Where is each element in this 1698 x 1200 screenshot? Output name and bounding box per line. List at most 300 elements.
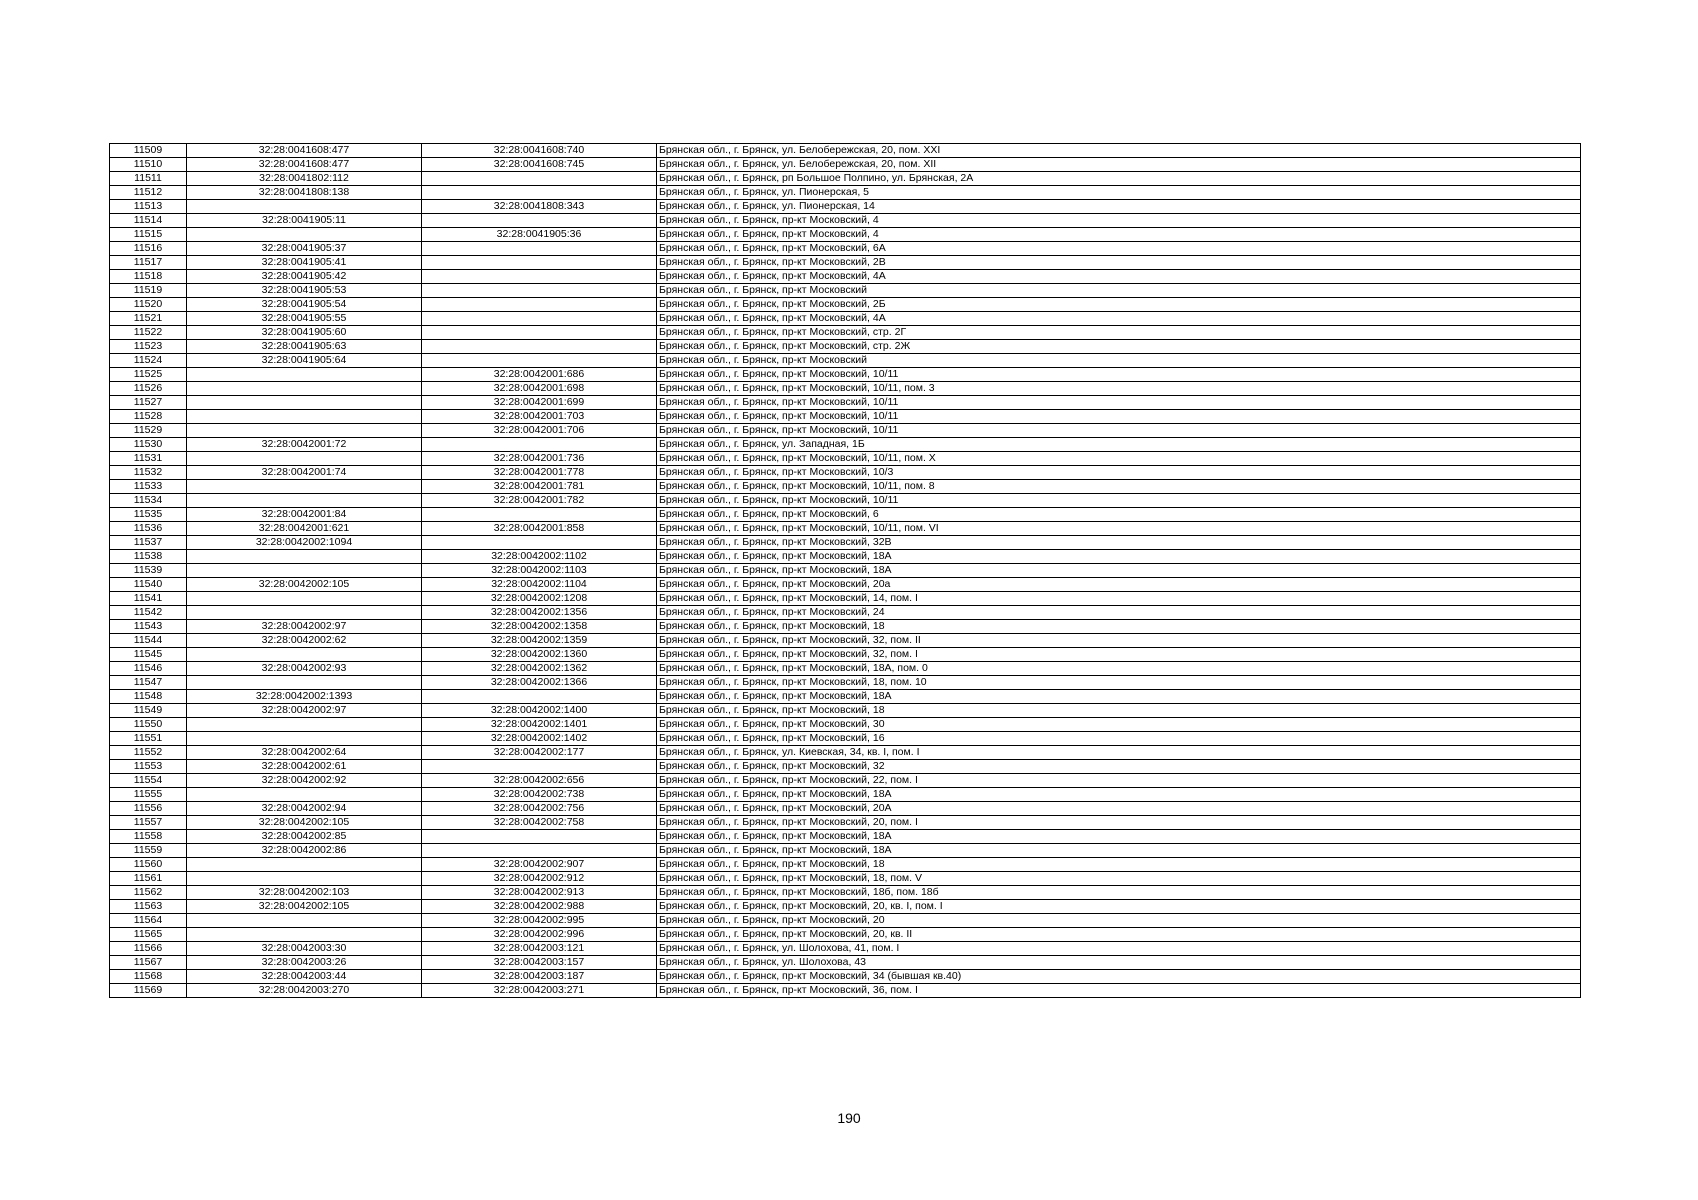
object-cadastral-number-cell: 32:28:0042003:121: [422, 942, 657, 956]
object-cadastral-number-cell: [422, 690, 657, 704]
row-number-cell: 11536: [110, 522, 187, 536]
object-cadastral-number-cell: 32:28:0042002:1208: [422, 592, 657, 606]
object-cadastral-number-cell: 32:28:0042001:699: [422, 396, 657, 410]
object-cadastral-number-cell: 32:28:0042002:1366: [422, 676, 657, 690]
cadastral-number-cell: [187, 788, 422, 802]
row-number-cell: 11549: [110, 704, 187, 718]
object-cadastral-number-cell: 32:28:0042001:706: [422, 424, 657, 438]
cadastral-number-cell: 32:28:0042003:270: [187, 984, 422, 998]
table-row: [110, 550, 1581, 564]
row-number-cell: 11514: [110, 214, 187, 228]
table-row: [110, 536, 1581, 550]
row-number-cell: 11560: [110, 858, 187, 872]
address-cell: Брянская обл., г. Брянск, ул. Шолохова, 43: [657, 956, 1581, 970]
table-row: [110, 214, 1581, 228]
address-cell: Брянская обл., г. Брянск, пр-кт Московский, 32, пом. I: [657, 648, 1581, 662]
table-row: [110, 970, 1581, 984]
table-row: [110, 900, 1581, 914]
address-cell: Брянская обл., г. Брянск, пр-кт Московский, 18: [657, 620, 1581, 634]
row-number-cell: 11543: [110, 620, 187, 634]
cadastral-number-cell: [187, 718, 422, 732]
address-cell: Брянская обл., г. Брянск, пр-кт Московский, 20А: [657, 802, 1581, 816]
table-row: [110, 410, 1581, 424]
cadastral-number-cell: 32:28:0042002:86: [187, 844, 422, 858]
object-cadastral-number-cell: [422, 508, 657, 522]
row-number-cell: 11539: [110, 564, 187, 578]
object-cadastral-number-cell: 32:28:0042002:1402: [422, 732, 657, 746]
address-cell: Брянская обл., г. Брянск, пр-кт Московский: [657, 354, 1581, 368]
cadastral-number-cell: 32:28:0042002:1094: [187, 536, 422, 550]
row-number-cell: 11564: [110, 914, 187, 928]
address-cell: Брянская обл., г. Брянск, пр-кт Московский, 18А: [657, 788, 1581, 802]
object-cadastral-number-cell: 32:28:0042002:1360: [422, 648, 657, 662]
object-cadastral-number-cell: 32:28:0042002:912: [422, 872, 657, 886]
address-cell: Брянская обл., г. Брянск, ул. Белобережская, 20, пом. XII: [657, 158, 1581, 172]
object-cadastral-number-cell: [422, 760, 657, 774]
table-row: [110, 326, 1581, 340]
table-row: [110, 340, 1581, 354]
row-number-cell: 11533: [110, 480, 187, 494]
object-cadastral-number-cell: [422, 242, 657, 256]
table-row: [110, 592, 1581, 606]
table-row: [110, 578, 1581, 592]
cadastral-number-cell: 32:28:0042002:103: [187, 886, 422, 900]
table-row: [110, 368, 1581, 382]
address-cell: Брянская обл., г. Брянск, пр-кт Московский, 24: [657, 606, 1581, 620]
address-cell: Брянская обл., г. Брянск, пр-кт Московский, стр. 2Г: [657, 326, 1581, 340]
object-cadastral-number-cell: 32:28:0042001:858: [422, 522, 657, 536]
address-cell: Брянская обл., г. Брянск, пр-кт Московский, 18б, пом. 18б: [657, 886, 1581, 900]
table-row: [110, 816, 1581, 830]
address-cell: Брянская обл., г. Брянск, пр-кт Московский, 4: [657, 214, 1581, 228]
row-number-cell: 11534: [110, 494, 187, 508]
object-cadastral-number-cell: [422, 284, 657, 298]
row-number-cell: 11562: [110, 886, 187, 900]
row-number-cell: 11529: [110, 424, 187, 438]
address-cell: Брянская обл., г. Брянск, пр-кт Московский, 20, кв. I, пом. I: [657, 900, 1581, 914]
object-cadastral-number-cell: 32:28:0042001:703: [422, 410, 657, 424]
table-row: [110, 704, 1581, 718]
row-number-cell: 11556: [110, 802, 187, 816]
object-cadastral-number-cell: 32:28:0042002:758: [422, 816, 657, 830]
cadastral-number-cell: [187, 480, 422, 494]
row-number-cell: 11530: [110, 438, 187, 452]
table-row: [110, 746, 1581, 760]
cadastral-number-cell: 32:28:0042002:105: [187, 816, 422, 830]
cadastral-number-cell: 32:28:0041608:477: [187, 144, 422, 158]
cadastral-number-cell: [187, 410, 422, 424]
row-number-cell: 11559: [110, 844, 187, 858]
address-cell: Брянская обл., г. Брянск, пр-кт Московский, 30: [657, 718, 1581, 732]
row-number-cell: 11526: [110, 382, 187, 396]
address-cell: Брянская обл., г. Брянск, пр-кт Московский, 6А: [657, 242, 1581, 256]
address-cell: Брянская обл., г. Брянск, ул. Белобережская, 20, пом. XXI: [657, 144, 1581, 158]
table-row: [110, 872, 1581, 886]
address-cell: Брянская обл., г. Брянск, пр-кт Московский, 10/11: [657, 368, 1581, 382]
address-cell: Брянская обл., г. Брянск, пр-кт Московский, 18А: [657, 690, 1581, 704]
table-row: [110, 984, 1581, 998]
address-cell: Брянская обл., г. Брянск, пр-кт Московский, 10/11, пом. VI: [657, 522, 1581, 536]
row-number-cell: 11516: [110, 242, 187, 256]
table-row: [110, 200, 1581, 214]
table-row: [110, 270, 1581, 284]
row-number-cell: 11510: [110, 158, 187, 172]
address-cell: Брянская обл., г. Брянск, пр-кт Московский, 18: [657, 858, 1581, 872]
object-cadastral-number-cell: [422, 172, 657, 186]
cadastral-number-cell: 32:28:0042002:97: [187, 704, 422, 718]
row-number-cell: 11531: [110, 452, 187, 466]
address-cell: Брянская обл., г. Брянск, пр-кт Московский, 4: [657, 228, 1581, 242]
cadastral-number-cell: [187, 648, 422, 662]
address-cell: Брянская обл., г. Брянск, пр-кт Московский, 4А: [657, 312, 1581, 326]
table-row: [110, 242, 1581, 256]
row-number-cell: 11561: [110, 872, 187, 886]
table-row: [110, 690, 1581, 704]
page-number: 190: [837, 1110, 861, 1126]
address-cell: Брянская обл., г. Брянск, ул. Пионерская, 5: [657, 186, 1581, 200]
object-cadastral-number-cell: 32:28:0042002:1362: [422, 662, 657, 676]
object-cadastral-number-cell: 32:28:0042002:995: [422, 914, 657, 928]
cadastral-number-cell: [187, 452, 422, 466]
object-cadastral-number-cell: [422, 214, 657, 228]
cadastral-number-cell: [187, 732, 422, 746]
cadastral-number-cell: [187, 872, 422, 886]
table-row: [110, 424, 1581, 438]
cadastral-number-cell: 32:28:0041905:53: [187, 284, 422, 298]
address-cell: Брянская обл., г. Брянск, пр-кт Московский, 10/11, пом. 8: [657, 480, 1581, 494]
table-row: [110, 172, 1581, 186]
address-cell: Брянская обл., г. Брянск, пр-кт Московский, 36, пом. I: [657, 984, 1581, 998]
cadastral-number-cell: 32:28:0041905:63: [187, 340, 422, 354]
cadastral-number-cell: 32:28:0042002:61: [187, 760, 422, 774]
address-cell: Брянская обл., г. Брянск, пр-кт Московский, 32, пом. II: [657, 634, 1581, 648]
row-number-cell: 11547: [110, 676, 187, 690]
object-cadastral-number-cell: 32:28:0042001:778: [422, 466, 657, 480]
table-row: [110, 732, 1581, 746]
cadastral-number-cell: [187, 368, 422, 382]
address-cell: Брянская обл., г. Брянск, пр-кт Московский, 22, пом. I: [657, 774, 1581, 788]
row-number-cell: 11566: [110, 942, 187, 956]
table-row: [110, 354, 1581, 368]
object-cadastral-number-cell: 32:28:0042002:177: [422, 746, 657, 760]
table-row: [110, 942, 1581, 956]
address-cell: Брянская обл., г. Брянск, пр-кт Московский, 2В: [657, 256, 1581, 270]
table-row: [110, 480, 1581, 494]
table-body: [110, 144, 1581, 998]
cadastral-number-cell: 32:28:0042002:64: [187, 746, 422, 760]
object-cadastral-number-cell: 32:28:0042002:1359: [422, 634, 657, 648]
table-row: [110, 522, 1581, 536]
object-cadastral-number-cell: [422, 536, 657, 550]
address-cell: Брянская обл., г. Брянск, пр-кт Московский, 20, пом. I: [657, 816, 1581, 830]
table-row: [110, 858, 1581, 872]
row-number-cell: 11513: [110, 200, 187, 214]
table-row: [110, 676, 1581, 690]
address-cell: Брянская обл., г. Брянск, пр-кт Московский, 20а: [657, 578, 1581, 592]
row-number-cell: 11538: [110, 550, 187, 564]
row-number-cell: 11565: [110, 928, 187, 942]
cadastral-number-cell: 32:28:0041905:64: [187, 354, 422, 368]
address-cell: Брянская обл., г. Брянск, ул. Шолохова, 41, пом. I: [657, 942, 1581, 956]
cadastral-number-cell: 32:28:0042002:92: [187, 774, 422, 788]
address-cell: Брянская обл., г. Брянск, пр-кт Московский, 10/11: [657, 494, 1581, 508]
row-number-cell: 11567: [110, 956, 187, 970]
table-row: [110, 774, 1581, 788]
address-cell: Брянская обл., г. Брянск, пр-кт Московский, 10/11, пом. X: [657, 452, 1581, 466]
row-number-cell: 11522: [110, 326, 187, 340]
row-number-cell: 11532: [110, 466, 187, 480]
cadastral-number-cell: [187, 914, 422, 928]
cadastral-number-cell: 32:28:0041905:11: [187, 214, 422, 228]
row-number-cell: 11519: [110, 284, 187, 298]
table-row: [110, 802, 1581, 816]
object-cadastral-number-cell: 32:28:0042002:1358: [422, 620, 657, 634]
address-cell: Брянская обл., г. Брянск, пр-кт Московский, 18, пом. 10: [657, 676, 1581, 690]
address-cell: Брянская обл., г. Брянск, пр-кт Московский, 20: [657, 914, 1581, 928]
object-cadastral-number-cell: 32:28:0042002:996: [422, 928, 657, 942]
object-cadastral-number-cell: 32:28:0041808:343: [422, 200, 657, 214]
table-row: [110, 438, 1581, 452]
table-row: [110, 396, 1581, 410]
row-number-cell: 11551: [110, 732, 187, 746]
cadastral-number-cell: 32:28:0042002:105: [187, 578, 422, 592]
object-cadastral-number-cell: 32:28:0042001:686: [422, 368, 657, 382]
row-number-cell: 11568: [110, 970, 187, 984]
address-cell: Брянская обл., г. Брянск, пр-кт Московский, 10/11: [657, 396, 1581, 410]
address-cell: Брянская обл., г. Брянск, пр-кт Московский, 18, пом. V: [657, 872, 1581, 886]
cadastral-number-cell: 32:28:0042002:85: [187, 830, 422, 844]
row-number-cell: 11518: [110, 270, 187, 284]
cadastral-number-cell: [187, 550, 422, 564]
object-cadastral-number-cell: 32:28:0042001:782: [422, 494, 657, 508]
row-number-cell: 11537: [110, 536, 187, 550]
cadastral-number-cell: 32:28:0041905:60: [187, 326, 422, 340]
cadastral-number-cell: [187, 606, 422, 620]
cadastral-number-cell: [187, 676, 422, 690]
object-cadastral-number-cell: 32:28:0042002:1401: [422, 718, 657, 732]
object-cadastral-number-cell: 32:28:0042001:781: [422, 480, 657, 494]
row-number-cell: 11520: [110, 298, 187, 312]
address-cell: Брянская обл., г. Брянск, пр-кт Московский, 18А: [657, 564, 1581, 578]
table-row: [110, 760, 1581, 774]
object-cadastral-number-cell: [422, 340, 657, 354]
cadastral-number-cell: 32:28:0042003:30: [187, 942, 422, 956]
object-cadastral-number-cell: 32:28:0042001:698: [422, 382, 657, 396]
table-row: [110, 158, 1581, 172]
address-cell: Брянская обл., г. Брянск, пр-кт Московский, 10/11, пом. 3: [657, 382, 1581, 396]
cadastral-number-cell: 32:28:0041905:37: [187, 242, 422, 256]
cadastral-number-cell: [187, 228, 422, 242]
object-cadastral-number-cell: 32:28:0042002:656: [422, 774, 657, 788]
cadastral-number-cell: 32:28:0042003:26: [187, 956, 422, 970]
address-cell: Брянская обл., г. Брянск, пр-кт Московский, стр. 2Ж: [657, 340, 1581, 354]
table-row: [110, 452, 1581, 466]
table-row: [110, 298, 1581, 312]
row-number-cell: 11540: [110, 578, 187, 592]
object-cadastral-number-cell: [422, 270, 657, 284]
object-cadastral-number-cell: 32:28:0041905:36: [422, 228, 657, 242]
address-cell: Брянская обл., г. Брянск, пр-кт Московский, 6: [657, 508, 1581, 522]
address-cell: Брянская обл., г. Брянск, пр-кт Московский, 16: [657, 732, 1581, 746]
table-row: [110, 648, 1581, 662]
table-row: [110, 718, 1581, 732]
object-cadastral-number-cell: [422, 354, 657, 368]
cadastral-number-cell: 32:28:0042002:1393: [187, 690, 422, 704]
object-cadastral-number-cell: [422, 830, 657, 844]
object-cadastral-number-cell: 32:28:0042002:1104: [422, 578, 657, 592]
address-cell: Брянская обл., г. Брянск, пр-кт Московский, 18: [657, 704, 1581, 718]
address-cell: Брянская обл., г. Брянск, пр-кт Московский: [657, 284, 1581, 298]
object-cadastral-number-cell: 32:28:0042002:913: [422, 886, 657, 900]
cadastral-number-cell: [187, 200, 422, 214]
cadastral-number-cell: 32:28:0041905:42: [187, 270, 422, 284]
address-cell: Брянская обл., г. Брянск, пр-кт Московский, 14, пом. I: [657, 592, 1581, 606]
row-number-cell: 11553: [110, 760, 187, 774]
address-cell: Брянская обл., г. Брянск, пр-кт Московский, 18А: [657, 550, 1581, 564]
table-row: [110, 144, 1581, 158]
cadastral-number-cell: 32:28:0041608:477: [187, 158, 422, 172]
table-row: [110, 620, 1581, 634]
table-row: [110, 956, 1581, 970]
cadastral-number-cell: 32:28:0041802:112: [187, 172, 422, 186]
row-number-cell: 11555: [110, 788, 187, 802]
row-number-cell: 11524: [110, 354, 187, 368]
row-number-cell: 11528: [110, 410, 187, 424]
row-number-cell: 11515: [110, 228, 187, 242]
table-row: [110, 564, 1581, 578]
object-cadastral-number-cell: 32:28:0042002:756: [422, 802, 657, 816]
cadastral-number-cell: 32:28:0042002:97: [187, 620, 422, 634]
object-cadastral-number-cell: 32:28:0042002:1356: [422, 606, 657, 620]
address-cell: Брянская обл., г. Брянск, пр-кт Московский, 32В: [657, 536, 1581, 550]
address-cell: Брянская обл., г. Брянск, пр-кт Московский, 18А: [657, 830, 1581, 844]
object-cadastral-number-cell: 32:28:0042002:988: [422, 900, 657, 914]
object-cadastral-number-cell: [422, 298, 657, 312]
object-cadastral-number-cell: [422, 186, 657, 200]
cadastral-number-cell: [187, 592, 422, 606]
object-cadastral-number-cell: [422, 312, 657, 326]
row-number-cell: 11542: [110, 606, 187, 620]
table-row: [110, 830, 1581, 844]
object-cadastral-number-cell: 32:28:0042002:907: [422, 858, 657, 872]
table-row: [110, 494, 1581, 508]
row-number-cell: 11525: [110, 368, 187, 382]
row-number-cell: 11527: [110, 396, 187, 410]
table-row: [110, 228, 1581, 242]
table-row: [110, 508, 1581, 522]
registry-table: [109, 143, 1581, 998]
table-row: [110, 634, 1581, 648]
address-cell: Брянская обл., г. Брянск, ул. Пионерская, 14: [657, 200, 1581, 214]
address-cell: Брянская обл., г. Брянск, рп Большое Полпино, ул. Брянская, 2А: [657, 172, 1581, 186]
row-number-cell: 11563: [110, 900, 187, 914]
row-number-cell: 11544: [110, 634, 187, 648]
object-cadastral-number-cell: [422, 844, 657, 858]
table-row: [110, 312, 1581, 326]
cadastral-number-cell: 32:28:0042002:105: [187, 900, 422, 914]
cadastral-number-cell: 32:28:0042002:93: [187, 662, 422, 676]
object-cadastral-number-cell: 32:28:0042003:187: [422, 970, 657, 984]
row-number-cell: 11512: [110, 186, 187, 200]
address-cell: Брянская обл., г. Брянск, пр-кт Московский, 10/11: [657, 424, 1581, 438]
cadastral-number-cell: [187, 928, 422, 942]
row-number-cell: 11523: [110, 340, 187, 354]
cadastral-number-cell: 32:28:0042002:62: [187, 634, 422, 648]
table-row: [110, 844, 1581, 858]
row-number-cell: 11545: [110, 648, 187, 662]
address-cell: Брянская обл., г. Брянск, пр-кт Московский, 10/11: [657, 410, 1581, 424]
address-cell: Брянская обл., г. Брянск, пр-кт Московский, 18А, пом. 0: [657, 662, 1581, 676]
table-row: [110, 606, 1581, 620]
row-number-cell: 11509: [110, 144, 187, 158]
row-number-cell: 11546: [110, 662, 187, 676]
cadastral-number-cell: 32:28:0042001:72: [187, 438, 422, 452]
table-row: [110, 914, 1581, 928]
table-row: [110, 662, 1581, 676]
cadastral-number-cell: 32:28:0042001:74: [187, 466, 422, 480]
cadastral-number-cell: [187, 494, 422, 508]
row-number-cell: 11535: [110, 508, 187, 522]
object-cadastral-number-cell: [422, 326, 657, 340]
table-row: [110, 186, 1581, 200]
object-cadastral-number-cell: 32:28:0041608:740: [422, 144, 657, 158]
table-row: [110, 928, 1581, 942]
table-row: [110, 284, 1581, 298]
object-cadastral-number-cell: 32:28:0042002:1103: [422, 564, 657, 578]
cadastral-number-cell: 32:28:0042002:94: [187, 802, 422, 816]
object-cadastral-number-cell: 32:28:0042002:1400: [422, 704, 657, 718]
cadastral-number-cell: 32:28:0041808:138: [187, 186, 422, 200]
table-row: [110, 788, 1581, 802]
table-row: [110, 466, 1581, 480]
object-cadastral-number-cell: 32:28:0042003:271: [422, 984, 657, 998]
cadastral-number-cell: 32:28:0042001:84: [187, 508, 422, 522]
object-cadastral-number-cell: 32:28:0042001:736: [422, 452, 657, 466]
object-cadastral-number-cell: 32:28:0042003:157: [422, 956, 657, 970]
row-number-cell: 11554: [110, 774, 187, 788]
object-cadastral-number-cell: 32:28:0042002:1102: [422, 550, 657, 564]
row-number-cell: 11511: [110, 172, 187, 186]
row-number-cell: 11548: [110, 690, 187, 704]
address-cell: Брянская обл., г. Брянск, пр-кт Московский, 2Б: [657, 298, 1581, 312]
row-number-cell: 11550: [110, 718, 187, 732]
cadastral-number-cell: 32:28:0041905:55: [187, 312, 422, 326]
table-row: [110, 886, 1581, 900]
cadastral-number-cell: 32:28:0042001:621: [187, 522, 422, 536]
row-number-cell: 11541: [110, 592, 187, 606]
address-cell: Брянская обл., г. Брянск, пр-кт Московский, 32: [657, 760, 1581, 774]
cadastral-number-cell: [187, 424, 422, 438]
cadastral-number-cell: [187, 564, 422, 578]
cadastral-number-cell: 32:28:0042003:44: [187, 970, 422, 984]
cadastral-number-cell: [187, 382, 422, 396]
table-row: [110, 256, 1581, 270]
cadastral-number-cell: [187, 396, 422, 410]
cadastral-number-cell: 32:28:0041905:41: [187, 256, 422, 270]
row-number-cell: 11517: [110, 256, 187, 270]
address-cell: Брянская обл., г. Брянск, пр-кт Московский, 20, кв. II: [657, 928, 1581, 942]
address-cell: Брянская обл., г. Брянск, пр-кт Московский, 34 (бывшая кв.40): [657, 970, 1581, 984]
row-number-cell: 11521: [110, 312, 187, 326]
address-cell: Брянская обл., г. Брянск, пр-кт Московский, 18А: [657, 844, 1581, 858]
address-cell: Брянская обл., г. Брянск, ул. Киевская, 34, кв. I, пом. I: [657, 746, 1581, 760]
address-cell: Брянская обл., г. Брянск, пр-кт Московский, 10/3: [657, 466, 1581, 480]
row-number-cell: 11557: [110, 816, 187, 830]
address-cell: Брянская обл., г. Брянск, ул. Западная, 1Б: [657, 438, 1581, 452]
row-number-cell: 11558: [110, 830, 187, 844]
object-cadastral-number-cell: 32:28:0041608:745: [422, 158, 657, 172]
object-cadastral-number-cell: 32:28:0042002:738: [422, 788, 657, 802]
